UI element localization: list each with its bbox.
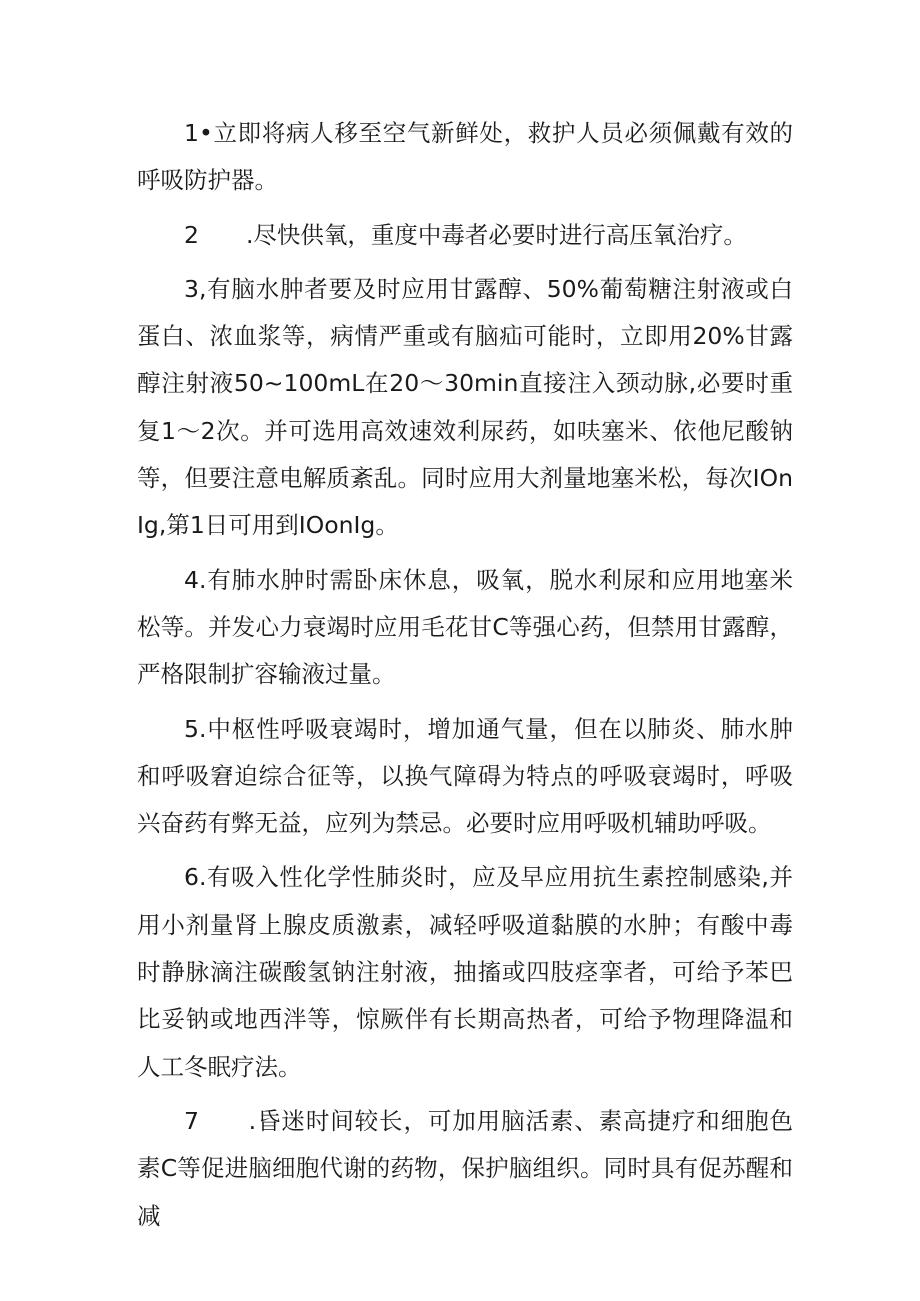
paragraph-4: 4.有肺水肿时需卧床休息，吸氧，脱水利尿和应用地塞米松等。并发心力衰竭时应用毛花甘C等强心药，但禁用甘露醇，严格限制扩容输液过量。 [137,565,793,689]
paragraph-1: 1•立即将病人移至空气新鲜处，救护人员必须佩戴有效的呼吸防护器。 [137,119,793,195]
document-body [137,110,793,1240]
paragraph-3: 3,有脑水肿者要及时应用甘露醇、50%葡萄糖注射液或白蛋白、浓血浆等，病情严重或有脑疝可能时，立即用20%甘露醇注射液50~100mL在20～30min直接注入颈动脉,必要时重复1～2次。并可选用高效速效利尿药，如呋塞米、依他尼酸钠等，但要注意电解质紊乱。同时应用大剂量地塞米松，每次IOnIg,第1日可用到IOonIg。 [137,274,793,540]
paragraph-6: 6.有吸入性化学性肺炎时，应及早应用抗生素控制感染,并用小剂量肾上腺皮质激素，减轻呼吸道黏膜的水肿；有酸中毒时静脉滴注碳酸氢钠注射液，抽搐或四肢痉挛者，可给予苯巴比妥钠或地西泮等，惊厥伴有长期高热者，可给予物理降温和人工冬眠疗法。 [137,863,793,1081]
paragraph-2: 2 .尽快供氧，重度中毒者必要时进行高压氧治疗。 [184,220,747,249]
paragraph-5: 5.中枢性呼吸衰竭时，增加通气量，但在以肺炎、肺水肿和呼吸窘迫综合征等，以换气障碍为特点的呼吸衰竭时，呼吸兴奋药有弊无益，应列为禁忌。必要时应用呼吸机辅助呼吸。 [137,714,793,838]
paragraph-7: 7 .昏迷时间较长，可加用脑活素、素高捷疗和细胞色素C等促进脑细胞代谢的药物，保护脑组织。同时具有促苏醒和减 [137,1106,793,1230]
